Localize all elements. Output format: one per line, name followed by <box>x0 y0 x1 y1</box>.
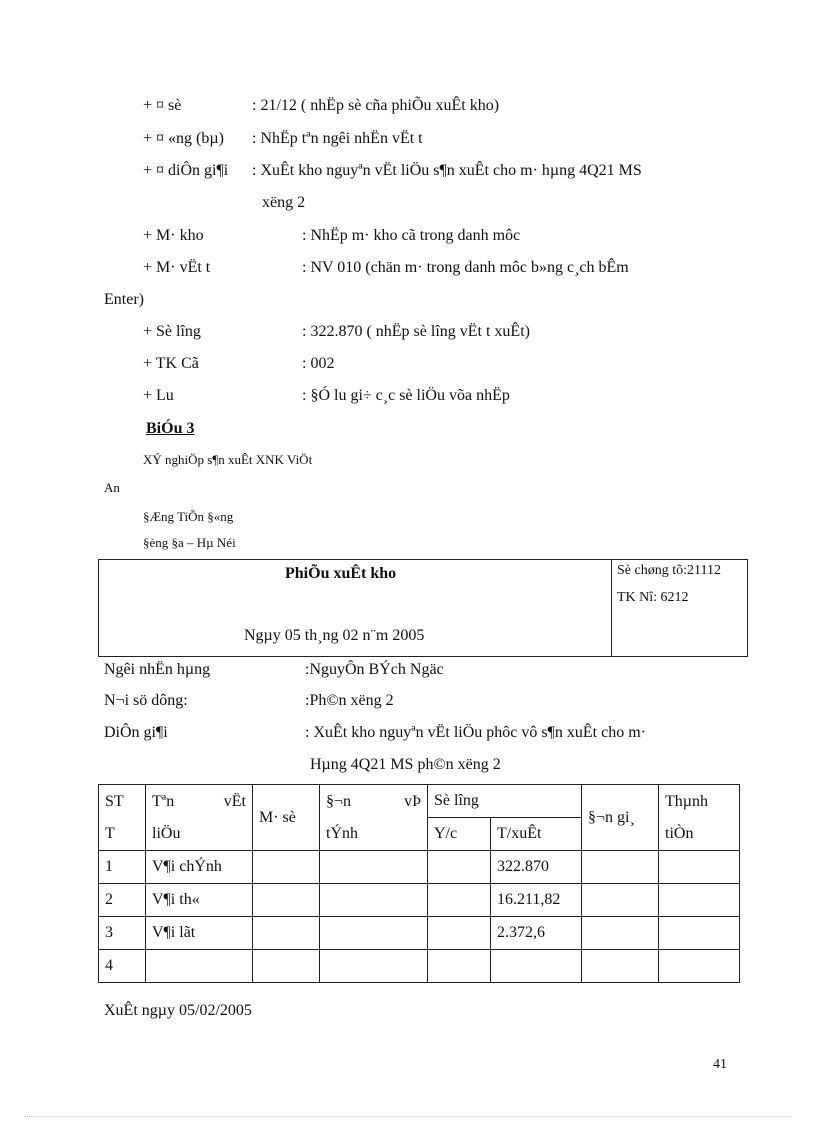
header-unit-price: §¬n gi¸ <box>582 785 659 851</box>
cell-code <box>253 851 320 884</box>
cell-stt: 2 <box>99 884 146 917</box>
cell-quantity-requested <box>428 950 491 983</box>
page-footer-rule <box>24 1116 792 1117</box>
cell-quantity-requested <box>428 917 491 950</box>
line-8-label: + Lu <box>143 387 174 404</box>
slip-header-divider <box>611 560 612 656</box>
issue-date: XuÊt ngµy 05/02/2005 <box>104 1002 252 1019</box>
cell-code <box>253 950 320 983</box>
header-quantity-issued: T/xuÊt <box>491 818 582 851</box>
header-unit-word-1: §¬n <box>326 792 352 810</box>
line-4-value: : NhËp m· kho cã trong danh môc <box>302 227 521 244</box>
line-1-value: : 21/12 ( nhËp sè cña phiÕu xuÊt kho) <box>252 97 500 114</box>
cell-quantity-issued: 2.372,6 <box>491 917 582 950</box>
cell-unit <box>320 950 428 983</box>
receiver-label: Ngêi nhËn hµng <box>104 661 211 678</box>
header-unit-line-1 <box>326 786 427 818</box>
cell-material-name <box>146 950 253 983</box>
header-material-name-word-2: vËt <box>223 792 246 810</box>
description-label: DiÔn gi¶i <box>104 724 168 741</box>
table-row <box>99 884 740 917</box>
line-5-label: + M· vËt t <box>143 259 211 276</box>
cell-code <box>253 917 320 950</box>
cell-material-name: V¶i chÝnh <box>146 851 253 884</box>
line-3-label: + ¤ diÔn gi¶i <box>143 162 229 179</box>
cell-material-name: V¶i lãt <box>146 917 253 950</box>
cell-stt: 1 <box>99 851 146 884</box>
cell-amount <box>659 884 740 917</box>
slip-title: PhiÕu xuÊt kho <box>285 565 397 582</box>
line-2-label: + ¤ «ng (bµ) <box>143 130 224 147</box>
line-6-label: + Sè lîng <box>143 323 201 340</box>
header-stt <box>99 785 146 851</box>
header-unit-word-2: vÞ <box>404 792 421 810</box>
page-number: 41 <box>713 1057 727 1072</box>
slip-header-box <box>98 559 748 657</box>
description-value: : XuÊt kho nguyªn vËt liÖu phôc vô s¶n xuÊt cho m· <box>305 724 646 741</box>
header-quantity: Sè lîng <box>428 785 582 818</box>
cell-unit-price <box>582 851 659 884</box>
header-material-name <box>146 785 253 851</box>
header-material-name-line-1 <box>152 786 252 818</box>
line-4-label: + M· kho <box>143 227 204 244</box>
header-amount <box>659 785 740 851</box>
description-continuation: Hµng 4Q21 MS ph©n xëng 2 <box>310 756 501 773</box>
line-5-value: : NV 010 (chän m· trong danh môc b»ng c¸ch bÊm <box>302 259 629 276</box>
header-code: M· sè <box>253 785 320 851</box>
materials-table <box>98 784 740 983</box>
line-5-continuation: Enter) <box>104 291 144 308</box>
company-line-3: §Æng TiÕn §«ng <box>143 509 234 524</box>
cell-amount <box>659 851 740 884</box>
cell-quantity-issued: 16.211,82 <box>491 884 582 917</box>
cell-quantity-requested <box>428 884 491 917</box>
cell-unit-price <box>582 950 659 983</box>
cell-unit-price <box>582 917 659 950</box>
cell-quantity-issued <box>491 950 582 983</box>
line-2-value: : NhËp tªn ngêi nhËn vËt t <box>252 130 423 147</box>
header-amount-line-1: Thµnh <box>665 792 709 810</box>
receiver-value: :NguyÔn BÝch Ngäc <box>305 661 444 678</box>
header-amount-line-2: tiÒn <box>665 824 694 842</box>
cell-unit <box>320 884 428 917</box>
line-7-label: + TK Cã <box>143 355 199 372</box>
header-quantity-requested: Y/c <box>428 818 491 851</box>
line-3-value: : XuÊt kho nguyªn vËt liÖu s¶n xuÊt cho m· hµng 4Q21 MS <box>252 162 642 179</box>
department-value: :Ph©n xëng 2 <box>305 692 394 709</box>
header-material-name-word-1: Tªn <box>152 792 175 810</box>
line-8-value: : §Ó lu gi÷ c¸c sè liÖu võa nhËp <box>302 387 510 404</box>
cell-stt: 4 <box>99 950 146 983</box>
company-line-2: An <box>104 480 120 495</box>
department-label: N¬i sö dông: <box>104 692 188 709</box>
header-unit-line-2: tÝnh <box>326 824 358 842</box>
cell-unit <box>320 917 428 950</box>
cell-stt: 3 <box>99 917 146 950</box>
slip-date: Ngµy 05 th¸ng 02 n¨m 2005 <box>244 627 425 644</box>
header-material-name-line-2: liÖu <box>152 824 181 842</box>
line-7-value: : 002 <box>302 355 335 372</box>
cell-unit-price <box>582 884 659 917</box>
slip-document-number: Sè chøng tõ:21112 <box>617 563 721 578</box>
header-stt-line-1: ST <box>105 792 124 810</box>
table-row <box>99 917 740 950</box>
cell-unit <box>320 851 428 884</box>
cell-quantity-requested <box>428 851 491 884</box>
section-title: BiÓu 3 <box>146 420 195 437</box>
cell-code <box>253 884 320 917</box>
cell-amount <box>659 917 740 950</box>
slip-tk-number: TK Nî: 6212 <box>617 590 689 605</box>
table-header-row-1 <box>99 785 740 818</box>
company-line-1: XÝ nghiÖp s¶n xuÊt XNK ViÖt <box>143 452 313 467</box>
line-1-label: + ¤ sè <box>143 97 182 114</box>
company-line-4: §èng §a – Hµ Néi <box>143 535 236 550</box>
line-6-value: : 322.870 ( nhËp sè lîng vËt t xuÊt) <box>302 323 530 340</box>
table-row <box>99 950 740 983</box>
cell-quantity-issued: 322.870 <box>491 851 582 884</box>
cell-material-name: V¶i th« <box>146 884 253 917</box>
table-row <box>99 851 740 884</box>
line-3-continuation: xëng 2 <box>262 194 306 211</box>
cell-amount <box>659 950 740 983</box>
header-stt-line-2: T <box>105 824 115 842</box>
header-unit <box>320 785 428 851</box>
